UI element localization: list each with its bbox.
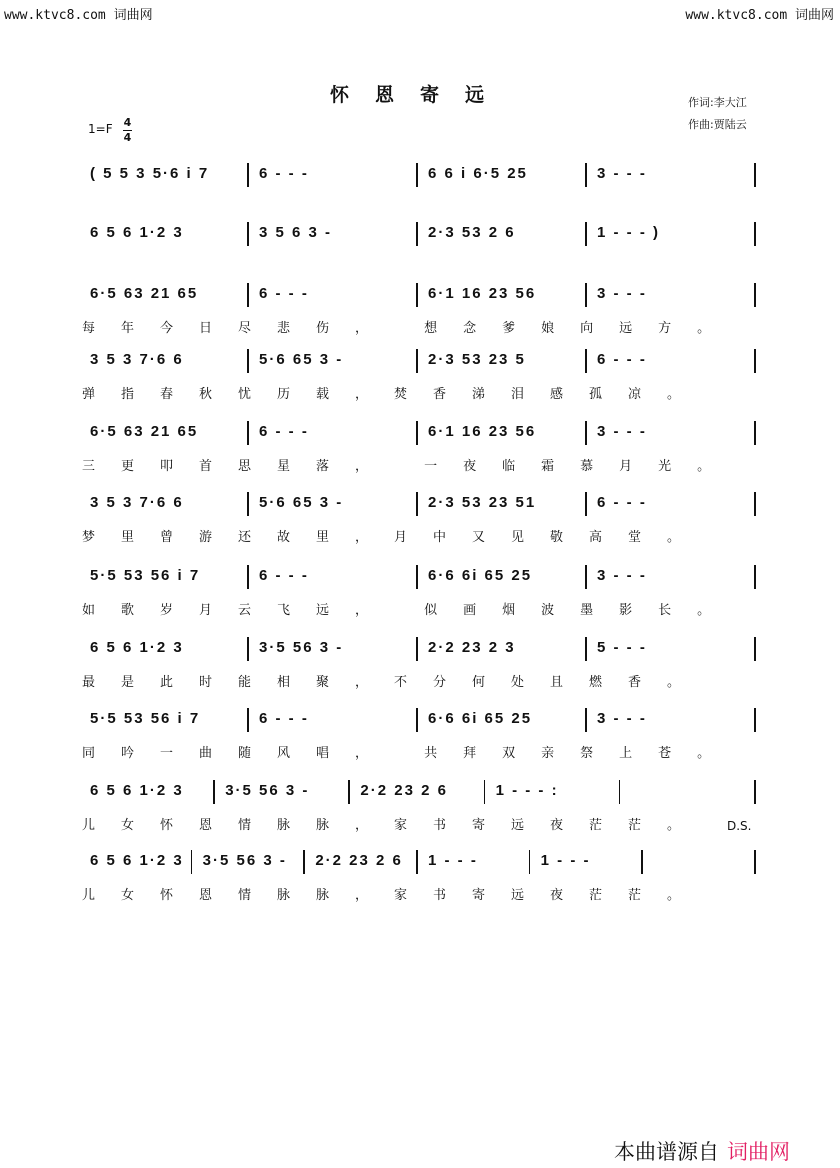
bar-line bbox=[247, 421, 249, 445]
bar-line bbox=[754, 349, 756, 373]
bar-line bbox=[247, 163, 249, 187]
score-row bbox=[0, 637, 840, 707]
notation-measure: 3 - - - bbox=[597, 285, 647, 302]
notation-measure: 3 5 3 7·6 6 bbox=[90, 494, 184, 511]
time-signature bbox=[123, 117, 132, 144]
bar-line bbox=[754, 565, 756, 589]
notation-measure: 3·5 56 3 - bbox=[225, 782, 310, 799]
notation-line bbox=[82, 283, 762, 309]
notation-measure: 6 - - - bbox=[259, 165, 309, 182]
notation-measure: 1 - - - bbox=[428, 852, 478, 869]
composer-credit: 作曲:贾陆云 bbox=[688, 118, 747, 131]
bar-line bbox=[416, 163, 418, 187]
bar-line bbox=[754, 222, 756, 246]
bar-line bbox=[247, 565, 249, 589]
bar-line bbox=[585, 565, 587, 589]
notation-measure: 2·3 53 23 5 bbox=[428, 351, 526, 368]
bar-line bbox=[416, 222, 418, 246]
lyric-line: 如歌岁月云飞远， 似画烟波墨影长。 bbox=[82, 603, 737, 618]
bar-line bbox=[247, 222, 249, 246]
time-signature-top: 4 bbox=[123, 116, 132, 129]
notation-measure: 6 - - - bbox=[259, 423, 309, 440]
lyric-line: 每年今日尽悲伤， 想念爹娘向远方。 bbox=[82, 321, 737, 336]
notation-measure: 3 5 3 7·6 6 bbox=[90, 351, 184, 368]
footer-site: 词曲网 bbox=[727, 1140, 790, 1164]
notation-measure: 5·6 65 3 - bbox=[259, 494, 344, 511]
notation-measure: 6 5 6 1·2 3 bbox=[90, 782, 184, 799]
notation-measure: 6 - - - bbox=[597, 351, 647, 368]
lyricist-credit: 作词:李大江 bbox=[688, 96, 747, 109]
notation-measure: 1 - - - : bbox=[495, 782, 559, 799]
score-row bbox=[0, 222, 840, 292]
notation-measure: 3 - - - bbox=[597, 567, 647, 584]
bar-line bbox=[585, 349, 587, 373]
score-row bbox=[0, 780, 840, 850]
song-title: 怀恩寄远 bbox=[329, 84, 510, 106]
bar-line bbox=[585, 283, 587, 307]
notation-measure: 6·6 6i 65 25 bbox=[428, 710, 533, 727]
notation-measure: 3 - - - bbox=[597, 710, 647, 727]
score-row bbox=[0, 708, 840, 778]
bar-line bbox=[585, 492, 587, 516]
bar-line bbox=[416, 492, 418, 516]
notation-line bbox=[82, 421, 762, 447]
notation-measure: ( 5 5 3 5·6 i 7 bbox=[90, 165, 210, 182]
lyric-line: 梦里曾游还故里，月中又见敬高堂。 bbox=[82, 530, 707, 545]
notation-measure: 6 6 i 6·5 25 bbox=[428, 165, 528, 182]
bar-line bbox=[585, 637, 587, 661]
lyric-line: 儿女怀恩情脉脉，家书寄远夜茫茫。 bbox=[82, 888, 707, 903]
notation-line bbox=[82, 349, 762, 375]
notation-measure: 6 5 6 1·2 3 bbox=[90, 852, 184, 869]
bar-line bbox=[754, 780, 756, 804]
bar-line bbox=[754, 163, 756, 187]
bar-line bbox=[416, 708, 418, 732]
score-row bbox=[0, 565, 840, 635]
notation-measure: 5·5 53 56 i 7 bbox=[90, 710, 201, 727]
bar-line bbox=[529, 850, 531, 874]
notation-measure: 3·5 56 3 - bbox=[259, 639, 344, 656]
notation-measure: 6·1 16 23 56 bbox=[428, 285, 537, 302]
footer bbox=[614, 1136, 790, 1166]
bar-line bbox=[585, 222, 587, 246]
notation-measure: 3 5 6 3 - bbox=[259, 224, 333, 241]
watermark-left: www.ktvc8.com 词曲网 bbox=[4, 8, 153, 23]
notation-measure: 2·2 23 2 6 bbox=[315, 852, 403, 869]
notation-measure: 6·6 6i 65 25 bbox=[428, 567, 533, 584]
bar-line bbox=[213, 780, 215, 804]
bar-line bbox=[247, 637, 249, 661]
bar-line bbox=[754, 637, 756, 661]
bar-line bbox=[191, 850, 193, 874]
notation-measure: 6·5 63 21 65 bbox=[90, 285, 199, 302]
score-row bbox=[0, 421, 840, 491]
notation-measure: 6 5 6 1·2 3 bbox=[90, 639, 184, 656]
notation-measure: 6 - - - bbox=[259, 710, 309, 727]
notation-line bbox=[82, 850, 762, 876]
notation-measure: 2·2 23 2 3 bbox=[428, 639, 516, 656]
notation-measure: 6 5 6 1·2 3 bbox=[90, 224, 184, 241]
notation-line bbox=[82, 163, 762, 189]
bar-line bbox=[754, 850, 756, 874]
score-row bbox=[0, 349, 840, 419]
bar-line bbox=[247, 283, 249, 307]
time-signature-bottom: 4 bbox=[123, 131, 132, 144]
lyric-line: 三更叩首思星落， 一夜临霜慕月光。 bbox=[82, 459, 737, 474]
bar-line bbox=[754, 708, 756, 732]
bar-line bbox=[619, 780, 621, 804]
bar-line bbox=[641, 850, 643, 874]
bar-line bbox=[754, 492, 756, 516]
score-row bbox=[0, 283, 840, 353]
bar-line bbox=[303, 850, 305, 874]
bar-line bbox=[416, 349, 418, 373]
notation-line bbox=[82, 565, 762, 591]
notation-line bbox=[82, 708, 762, 734]
notation-measure: 3 - - - bbox=[597, 165, 647, 182]
bar-line bbox=[348, 780, 350, 804]
bar-line bbox=[754, 421, 756, 445]
ds-marker: D.S. bbox=[727, 819, 752, 833]
notation-measure: 6·5 63 21 65 bbox=[90, 423, 199, 440]
bar-line bbox=[416, 850, 418, 874]
notation-line bbox=[82, 780, 762, 806]
key-signature: 1=F bbox=[88, 122, 113, 136]
notation-measure: 1 - - - bbox=[540, 852, 591, 869]
watermark-right: www.ktvc8.com 词曲网 bbox=[685, 8, 834, 23]
notation-measure: 6 - - - bbox=[597, 494, 647, 511]
notation-measure: 2·3 53 2 6 bbox=[428, 224, 516, 241]
notation-measure: 6 - - - bbox=[259, 285, 309, 302]
footer-brand: 本曲谱源自 bbox=[614, 1140, 719, 1164]
notation-measure: 5·6 65 3 - bbox=[259, 351, 344, 368]
notation-line bbox=[82, 492, 762, 518]
notation-measure: 3 - - - bbox=[597, 423, 647, 440]
bar-line bbox=[416, 283, 418, 307]
lyric-line: 最是此时能相聚，不分何处且燃香。 bbox=[82, 675, 707, 690]
bar-line bbox=[247, 708, 249, 732]
notation-measure: 2·2 23 2 6 bbox=[360, 782, 448, 799]
bar-line bbox=[585, 163, 587, 187]
notation-measure: 5 - - - bbox=[597, 639, 647, 656]
lyric-line: 儿女怀恩情脉脉，家书寄远夜茫茫。 bbox=[82, 818, 707, 833]
notation-measure: 2·3 53 23 51 bbox=[428, 494, 537, 511]
score-row bbox=[0, 850, 840, 920]
bar-line bbox=[416, 565, 418, 589]
bar-line bbox=[247, 349, 249, 373]
notation-measure: 6·1 16 23 56 bbox=[428, 423, 537, 440]
notation-measure: 1 - - - ) bbox=[597, 224, 660, 241]
notation-line bbox=[82, 637, 762, 663]
bar-line bbox=[754, 283, 756, 307]
lyric-line: 同吟一曲随风唱， 共拜双亲祭上苍。 bbox=[82, 746, 737, 761]
bar-line bbox=[416, 421, 418, 445]
notation-measure: 3·5 56 3 - bbox=[202, 852, 287, 869]
score-row bbox=[0, 492, 840, 562]
bar-line bbox=[585, 708, 587, 732]
notation-measure: 6 - - - bbox=[259, 567, 309, 584]
bar-line bbox=[484, 780, 486, 804]
notation-line bbox=[82, 222, 762, 248]
bar-line bbox=[247, 492, 249, 516]
notation-measure: 5·5 53 56 i 7 bbox=[90, 567, 201, 584]
bar-line bbox=[585, 421, 587, 445]
bar-line bbox=[416, 637, 418, 661]
lyric-line: 弹指春秋忧历载，焚香涕泪感孤凉。 bbox=[82, 387, 707, 402]
